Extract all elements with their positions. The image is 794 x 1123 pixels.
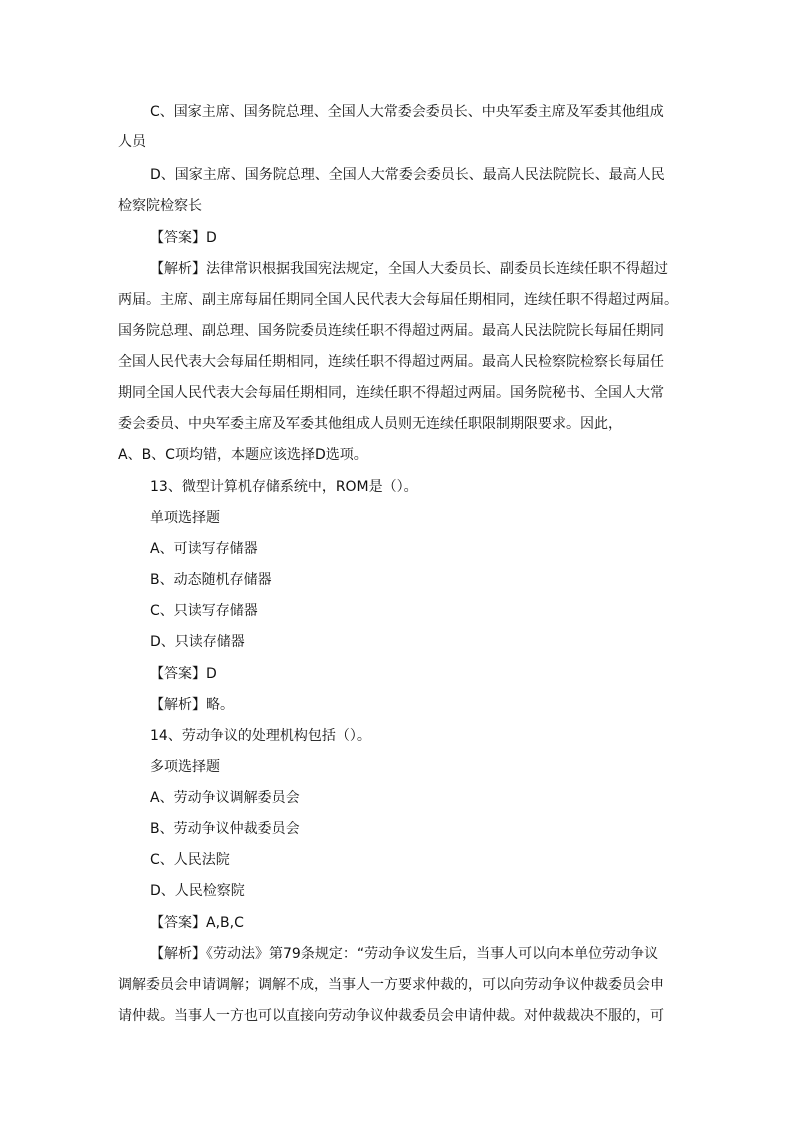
text-line: C、国家主席、国务院总理、全国人大常委会委员长、中央军委主席及军委其他组成 bbox=[150, 104, 664, 120]
text-line: 【答案】D bbox=[150, 666, 217, 682]
text-line: 两届。主席、副主席每届任期同全国人民代表大会每届任期相同，连续任职不得超过两届。 bbox=[118, 292, 678, 308]
text-line: C、人民法院 bbox=[150, 852, 230, 868]
text-line: D、国家主席、国务院总理、全国人大常委会委员长、最高人民法院院长、最高人民 bbox=[150, 167, 665, 183]
text-line: 人员 bbox=[118, 134, 146, 150]
text-line: 【解析】《劳动法》第79条规定：“劳动争议发生后，当事人可以向本单位劳动争议 bbox=[150, 946, 659, 962]
text-line: D、只读存储器 bbox=[150, 634, 245, 650]
text-line: A、B、C项均错，本题应该选择D选项。 bbox=[118, 447, 368, 463]
text-line: B、动态随机存储器 bbox=[150, 572, 272, 588]
text-line: 13、微型计算机存储系统中，ROM是（）。 bbox=[150, 479, 418, 495]
text-line: 全国人民代表大会每届任期相同，连续任职不得超过两届。最高人民检察院检察长每届任 bbox=[118, 354, 664, 370]
text-line: A、可读写存储器 bbox=[150, 541, 258, 557]
text-line: 请仲裁。当事人一方也可以直接向劳动争议仲裁委员会申请仲裁。对仲裁裁决不服的，可 bbox=[118, 1008, 664, 1024]
text-line: 【答案】D bbox=[150, 230, 217, 246]
text-line: 检察院检察长 bbox=[118, 198, 202, 214]
text-line: 国务院总理、副总理、国务院委员连续任职不得超过两届。最高人民法院院长每届任期同 bbox=[118, 323, 664, 339]
text-line: C、只读写存储器 bbox=[150, 603, 258, 619]
text-line: 【解析】法律常识根据我国宪法规定，全国人大委员长、副委员长连续任职不得超过 bbox=[150, 261, 668, 277]
text-line: 14、劳动争议的处理机构包括（）。 bbox=[150, 728, 371, 744]
text-line: 委会委员、中央军委主席及军委其他组成人员则无连续任职限制期限要求。因此， bbox=[118, 416, 622, 432]
text-line: 单项选择题 bbox=[150, 510, 220, 526]
text-line: 【答案】A,B,C bbox=[150, 915, 244, 931]
text-line: D、人民检察院 bbox=[150, 883, 245, 899]
text-line: 多项选择题 bbox=[150, 759, 220, 775]
text-line: B、劳动争议仲裁委员会 bbox=[150, 821, 300, 837]
text-line: 调解委员会申请调解；调解不成，当事人一方要求仲裁的，可以向劳动争议仲裁委员会申 bbox=[118, 977, 664, 993]
text-line: 期同全国人民代表大会每届任期相同，连续任职不得超过两届。国务院秘书、全国人大常 bbox=[118, 385, 664, 401]
text-line: 【解析】略。 bbox=[150, 697, 234, 713]
text-line: A、劳动争议调解委员会 bbox=[150, 790, 300, 806]
